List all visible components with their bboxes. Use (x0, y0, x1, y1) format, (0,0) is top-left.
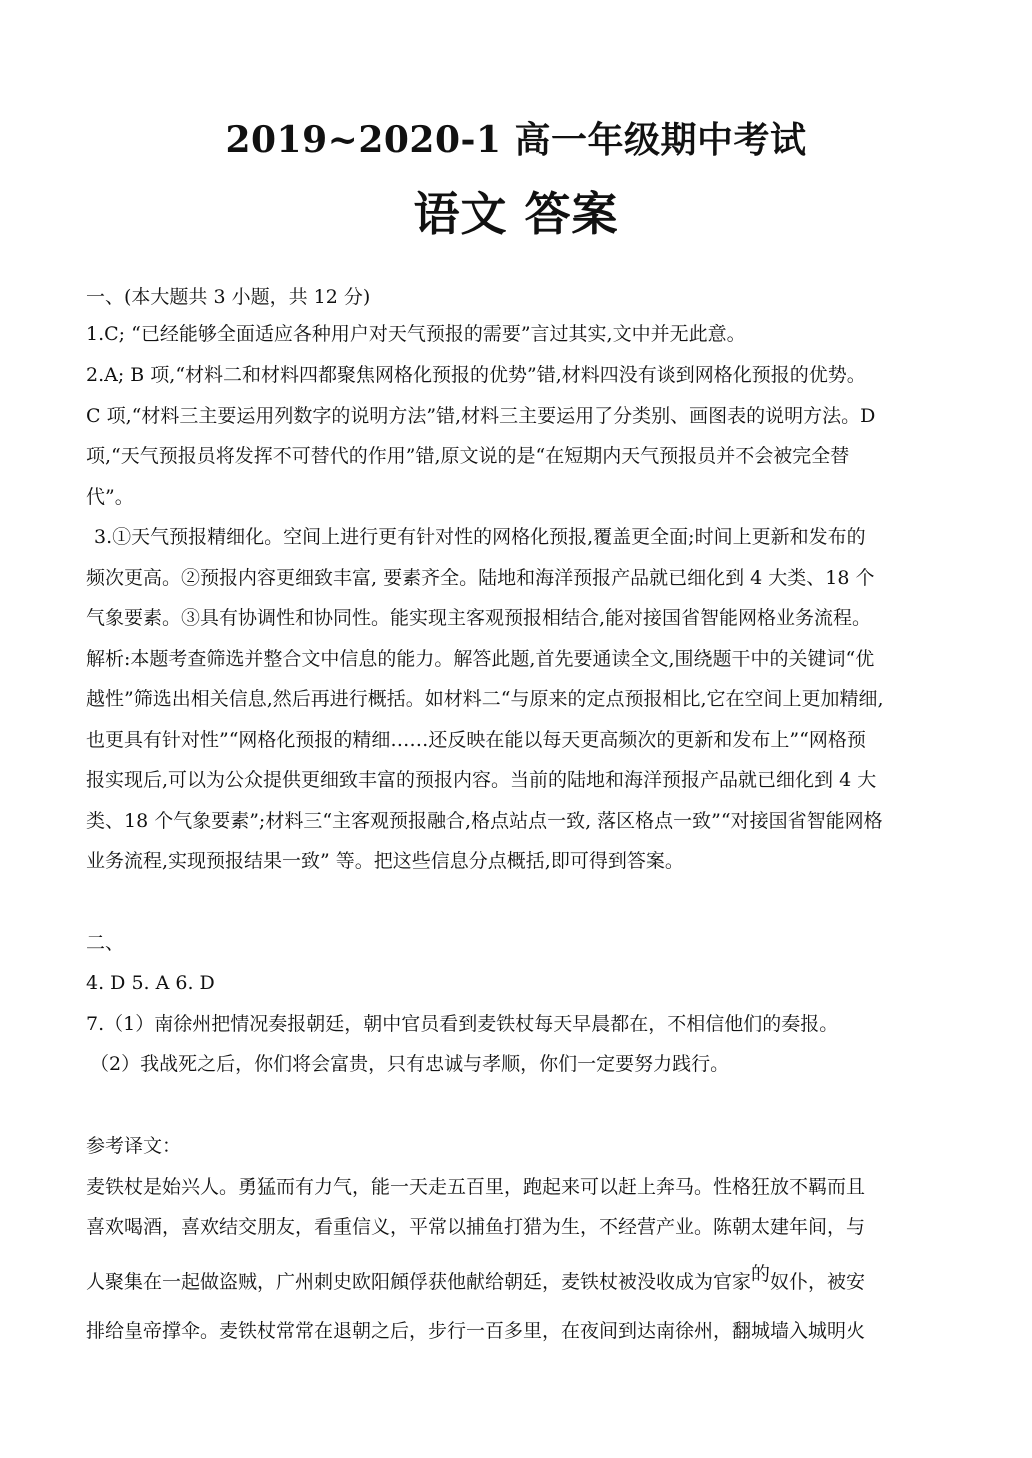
translation-line: 喜欢喝酒，喜欢结交朋友，看重信义，平常以捕鱼打猎为生，不经营产业。陈朝太建年间，与 (86, 1216, 866, 1238)
translation-line: 排给皇帝撑伞。麦铁杖常常在退朝之后，步行一百多里，在夜间到达南徐州，翻城墙入城明火 (86, 1320, 866, 1342)
analysis-line: 报实现后,可以为公众提供更细致丰富的预报内容。当前的陆地和海洋预报产品就已细化到 4 大 (86, 769, 877, 791)
answer-line: 1.C; “已经能够全面适应各种用户对天气预报的需要”言过其实,文中并无此意。 (86, 323, 746, 345)
translation-line (86, 1263, 966, 1295)
answer-line: 气象要素。③具有协调性和协同性。能实现主客观预报相结合,能对接国省智能网格业务流程。 (86, 607, 872, 629)
analysis-line: 类、18 个气象要素”;材料三“主客观预报融合,格点站点一致, 落区格点一致”“对接国省智能网格 (86, 810, 883, 832)
q7-part2: （2）我战死之后，你们将会富贵，只有忠诚与孝顺，你们一定要努力践行。 (90, 1053, 730, 1075)
answer-line: 项,“天气预报员将发挥不可替代的作用”错,原文说的是“在短期内天气预报员并不会被完全替 (86, 445, 850, 467)
answer-line: 3.①天气预报精细化。空间上进行更有针对性的网格化预报,覆盖更全面;时间上更新和发布的 (94, 526, 866, 548)
answer-line: C 项,“材料三主要运用列数字的说明方法”错,材料三主要运用了分类别、画图表的说明方法。D (86, 405, 876, 427)
analysis-line: 越性”筛选出相关信息,然后再进行概括。如材料二“与原来的定点预报相比,它在空间上更加精细, (86, 688, 884, 710)
answer-line: 代”。 (86, 486, 134, 508)
translation-text: 人聚集在一起做盗贼，广州刺史欧阳頠俘获他献给朝廷，麦铁杖被没收成为官家 (86, 1271, 752, 1293)
section1-heading: 一、(本大题共 3 小题，共 12 分) (86, 286, 371, 308)
section2-heading: 二、 (86, 932, 125, 954)
translation-heading: 参考译文： (86, 1135, 182, 1157)
answer-line: 频次更高。②预报内容更细致丰富, 要素齐全。陆地和海洋预报产品就已细化到 4 大类、18 个 (86, 567, 875, 589)
exam-title: 2019~2020-1 高一年级期中考试 (225, 119, 807, 161)
q7-part1: 7.（1）南徐州把情况奏报朝廷，朝中官员看到麦铁杖每天早晨都在，不相信他们的奏报。 (86, 1013, 839, 1035)
translation-text: 奴仆，被安 (770, 1271, 866, 1293)
answer-line: 2.A; B 项,“材料二和材料四都聚焦网格化预报的优势”错,材料四没有谈到网格化预报的优势。 (86, 364, 866, 386)
analysis-line: 也更具有针对性”“网格化预报的精细……还反映在能以每天更高频次的更新和发布上”“网格预 (86, 729, 866, 751)
analysis-line: 业务流程,实现预报结果一致” 等。把这些信息分点概括,即可得到答案。 (86, 850, 684, 872)
translation-line: 麦铁杖是始兴人。勇猛而有力气，能一天走五百里，跑起来可以赶上奔马。性格狂放不羁而且 (86, 1176, 866, 1198)
answer-subtitle: 语文 答案 (413, 187, 619, 241)
analysis-line: 解析:本题考查筛选并整合文中信息的能力。解答此题,首先要通读全文,围绕题干中的关键词“优 (86, 648, 875, 670)
raised-char: 的 (751, 1263, 771, 1285)
choice-answers: 4. D 5. A 6. D (86, 972, 215, 994)
